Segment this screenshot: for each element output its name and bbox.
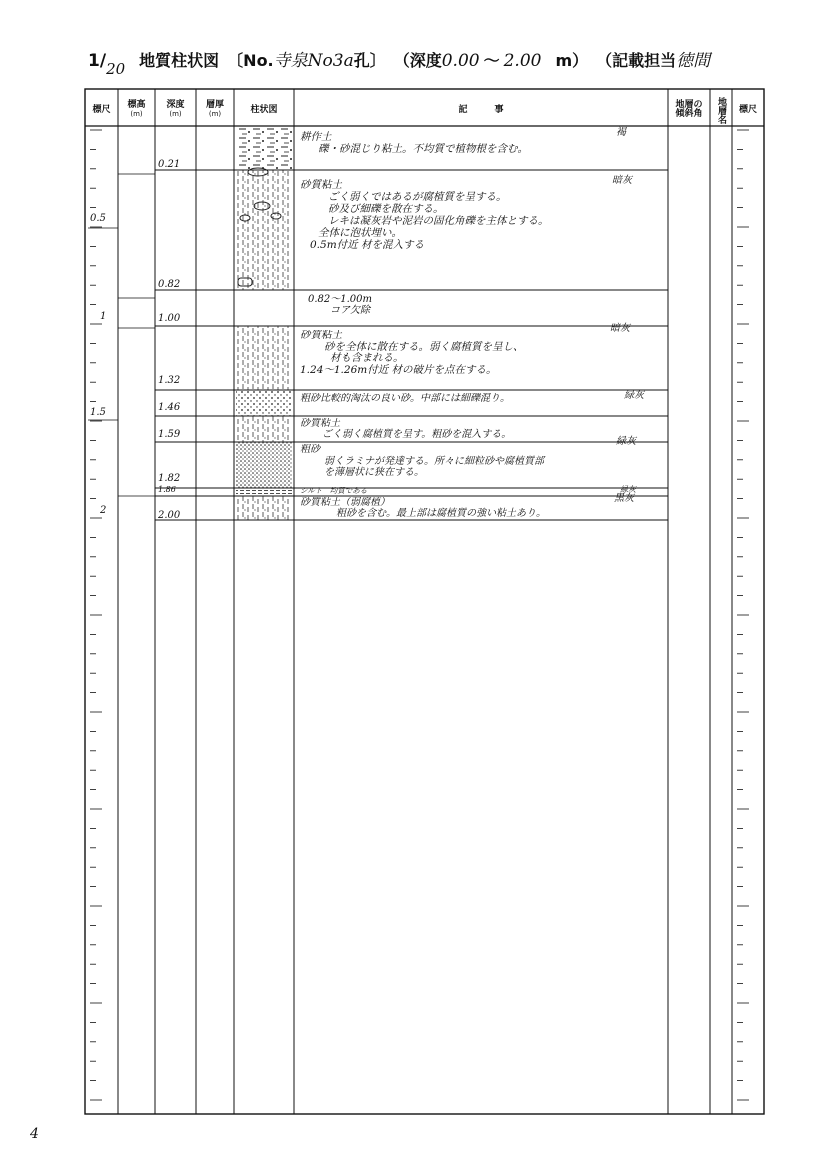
header-depth-label: 深度 (166, 100, 185, 110)
depth-from: 0.00 (441, 51, 480, 71)
boring-number: 寺泉No3a (273, 51, 354, 71)
depth-label: （深度 (393, 51, 442, 70)
depth-value: 0.21 (158, 159, 181, 170)
header-thickness-unit: (m) (208, 110, 222, 118)
description-line: 材も含まれる。 (330, 352, 404, 364)
description-line: ごく弱く腐植質を呈す。粗砂を混入する。 (322, 429, 512, 440)
header-dip-line2: 傾斜角 (675, 109, 703, 119)
lith-sandy-clay-1 (236, 170, 292, 290)
scale-denominator: 20 (106, 60, 126, 78)
header-thickness-label: 層厚 (205, 100, 224, 110)
scale-fraction (88, 51, 126, 78)
description-line: 0.5m付近 材を混入する (310, 239, 424, 251)
soil-color: 緑灰 (620, 485, 636, 494)
lith-sandy-clay-2 (236, 326, 292, 390)
description-line: ごく弱くではあるが腐植質を呈する。 (328, 191, 507, 203)
description-line: シルト 均質である (300, 487, 368, 495)
soil-color: 緑灰 (616, 436, 636, 447)
soil-color: 黒灰 (614, 493, 634, 504)
lith-coarse-sand-2 (236, 442, 292, 488)
layer-description (300, 390, 660, 405)
page-number: 4 (30, 1126, 39, 1142)
layer-description (300, 179, 660, 251)
header-depth (155, 94, 196, 126)
layer-description (300, 294, 660, 316)
description-line: 全体に泡状埋い。 (318, 227, 402, 239)
scale-mark: 1 (100, 311, 107, 322)
description-line: 弱くラミナが発達する。所々に細粒砂や腐植質部 (324, 455, 544, 467)
soil-color: 緑灰 (624, 390, 644, 401)
no-bracket: 〔No. (227, 51, 274, 70)
depth-tilde: ～ (483, 51, 500, 70)
depth-value: 1.82 (158, 473, 181, 484)
description-line: 粗砂比較的淘汰の良い砂。中部には細礫混り。 (300, 393, 510, 404)
recorder-label: （記載担当 (596, 51, 677, 70)
layer-description (300, 131, 660, 155)
lith-sandy-clay-4 (236, 496, 292, 520)
description-line: 砂質粘土 (300, 418, 340, 429)
scale-ticks-right (737, 130, 749, 1100)
depth-value: 1.00 (158, 313, 181, 324)
header-elevation-unit: (m) (130, 110, 143, 118)
description-line: コア欠除 (330, 305, 370, 316)
description-line: 砂質粘土（弱腐植） (300, 497, 390, 508)
soil-color: 褐 (616, 127, 626, 138)
depth-value: 1.86 (158, 485, 176, 494)
lith-topsoil (236, 128, 292, 170)
depth-value: 2.00 (158, 510, 181, 521)
depth-value: 1.32 (158, 375, 181, 386)
description-line: 砂を全体に散在する。弱く腐植質を呈し、 (324, 340, 524, 353)
layer-description (300, 487, 660, 495)
scale-slash: / (99, 51, 107, 71)
lith-coarse-sand-1 (236, 390, 292, 416)
header-column: 柱状図 (250, 104, 278, 115)
layer-description (300, 418, 660, 440)
header-layer-name (710, 94, 732, 126)
scale-mark: 0.5 (90, 213, 106, 224)
hole-suffix: 孔〕 (353, 51, 386, 70)
description-line: 0.82～1.00m (308, 294, 373, 305)
description-line: レキは凝灰岩や泥岩の固化角礫を主体とする。 (328, 215, 549, 227)
description-line: 砂及び細礫を散在する。 (328, 203, 444, 215)
description-line: 砂質粘土 (300, 179, 342, 191)
scale-mark: 1.5 (90, 407, 106, 418)
depth-value: 1.46 (158, 402, 181, 413)
scale-ticks-left (90, 130, 102, 1100)
scale-numerator: 1 (88, 51, 100, 71)
log-title-row (88, 46, 710, 80)
depth-value: 0.82 (158, 279, 181, 290)
layer-description (300, 444, 660, 479)
header-thickness (196, 94, 234, 126)
header-scale-right: 標尺 (738, 104, 757, 115)
header-elevation (118, 94, 155, 126)
scale-mark: 2 (100, 505, 107, 516)
description-line: 耕作土 (300, 131, 332, 143)
soil-color: 暗灰 (610, 323, 630, 334)
header-dip-line1: 地層の (675, 100, 703, 110)
description-line: 1.24～1.26m付近 材の破片を点在する。 (300, 363, 497, 376)
log-title: 地質柱状図 (139, 51, 220, 70)
depth-unit: m） (555, 51, 589, 70)
lith-silt (236, 488, 292, 496)
header-description: 記 事 (458, 104, 504, 115)
layer-description (300, 497, 660, 519)
depth-value: 1.59 (158, 429, 181, 440)
description-line: 粗砂 (300, 444, 320, 455)
header-depth-unit: (m) (169, 110, 182, 118)
depth-to: 2.00 (503, 51, 542, 71)
layer-description (300, 330, 660, 376)
recorder-name: 徳間 (676, 51, 711, 71)
header-layer-name-text: 地層名 (716, 96, 726, 124)
lith-sandy-clay-3 (236, 416, 292, 442)
header-scale-left: 標尺 (92, 104, 111, 115)
header-dip (668, 94, 710, 126)
soil-color: 暗灰 (612, 175, 632, 186)
description-line: 礫・砂混じり粘土。不均質で植物根を含む。 (318, 143, 528, 155)
description-line: を薄層状に狭在する。 (324, 467, 424, 478)
description-line: 粗砂を含む。最上部は腐植質の強い粘土あり。 (336, 508, 546, 519)
description-line: 砂質粘土 (300, 330, 342, 341)
header-elevation-label: 標高 (127, 100, 146, 110)
